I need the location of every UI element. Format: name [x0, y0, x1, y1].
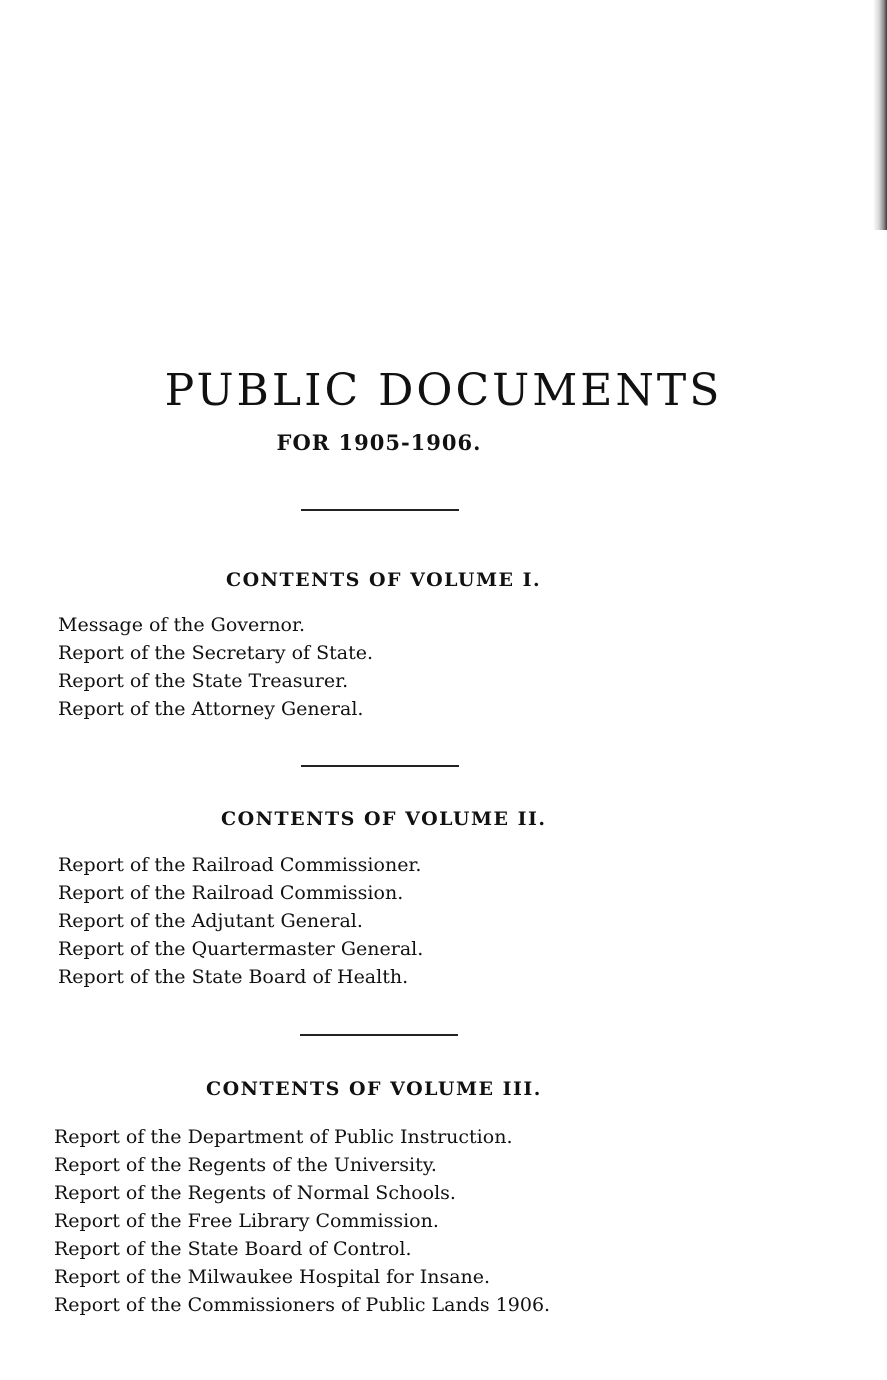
list-item: Report of the Attorney General.: [58, 698, 364, 720]
list-item: Report of the State Board of Control.: [54, 1238, 412, 1260]
list-item: Report of the State Board of Health.: [58, 966, 409, 988]
divider-rule-2: [301, 765, 459, 767]
list-item: Report of the Quartermaster General.: [58, 938, 424, 960]
list-item: Report of the Free Library Commission.: [54, 1210, 439, 1232]
list-item: Report of the Commissioners of Public Lands 1906.: [54, 1294, 551, 1316]
list-item: Report of the Regents of Normal Schools.: [54, 1182, 456, 1204]
list-item: Message of the Governor.: [58, 614, 306, 636]
list-item: Report of the State Treasurer.: [58, 670, 349, 692]
list-item: Report of the Railroad Commissioner.: [58, 854, 422, 876]
divider-rule-3: [300, 1034, 458, 1036]
volume-1-heading: CONTENTS OF VOLUME I.: [226, 569, 542, 591]
volume-3-list: [54, 1123, 550, 1319]
list-item: Report of the Department of Public Instruction.: [54, 1126, 513, 1148]
volume-3-heading: CONTENTS OF VOLUME III.: [206, 1078, 542, 1100]
volume-2-heading: CONTENTS OF VOLUME II.: [221, 808, 547, 830]
volume-1-list: [58, 611, 373, 723]
list-item: Report of the Railroad Commission.: [58, 882, 404, 904]
list-item: Report of the Secretary of State.: [58, 642, 374, 664]
document-subtitle: FOR 1905-1906.: [276, 430, 482, 455]
divider-rule-1: [301, 509, 459, 511]
page-edge-shadow: [873, 0, 887, 230]
list-item: Report of the Adjutant General.: [58, 910, 363, 932]
list-item: Report of the Regents of the University.: [54, 1154, 437, 1176]
list-item: Report of the Milwaukee Hospital for Insane.: [54, 1266, 491, 1288]
document-title: PUBLIC DOCUMENTS: [164, 365, 723, 417]
volume-2-list: [58, 851, 423, 991]
